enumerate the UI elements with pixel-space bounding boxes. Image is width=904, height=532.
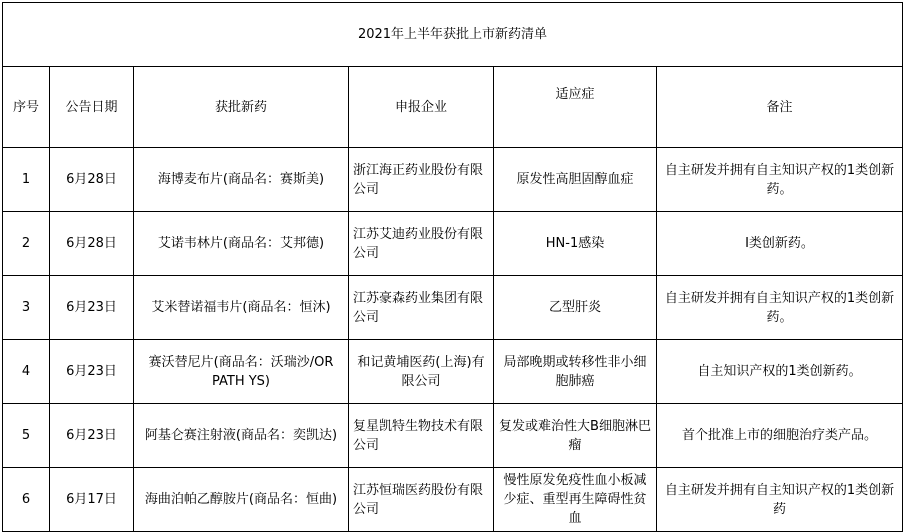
cell-seq: 3 <box>3 276 50 340</box>
header-seq: 序号 <box>3 67 50 148</box>
cell-remark: 自主研发并拥有自主知识产权的1类创新药。 <box>657 148 903 212</box>
cell-company: 江苏艾迪药业股份有限公司 <box>349 212 494 276</box>
cell-company: 江苏豪森药业集团有限公司 <box>349 276 494 340</box>
cell-company: 和记黄埔医药(上海)有限公司 <box>349 340 494 404</box>
cell-remark: 自主知识产权的1类创新药。 <box>657 340 903 404</box>
cell-indication: 局部晚期或转移性非小细胞肺癌 <box>494 340 657 404</box>
cell-date: 6月28日 <box>50 148 134 212</box>
cell-indication: 复发或难治性大B细胞淋巴瘤 <box>494 404 657 468</box>
table-row <box>3 212 903 276</box>
header-company: 申报企业 <box>349 67 494 148</box>
cell-date: 6月17日 <box>50 468 134 532</box>
header-drug: 获批新药 <box>134 67 349 148</box>
table-row <box>3 276 903 340</box>
table-row <box>3 404 903 468</box>
cell-drug: 赛沃替尼片(商品名：沃瑞沙/OR PATH YS) <box>134 340 349 404</box>
cell-drug: 艾诺韦林片(商品名：艾邦德) <box>134 212 349 276</box>
table-title: 2021年上半年获批上市新药清单 <box>3 3 903 67</box>
cell-company: 复星凯特生物技术有限公司 <box>349 404 494 468</box>
cell-seq: 2 <box>3 212 50 276</box>
cell-seq: 6 <box>3 468 50 532</box>
cell-indication: HN-1感染 <box>494 212 657 276</box>
table-row <box>3 468 903 532</box>
cell-date: 6月23日 <box>50 276 134 340</box>
cell-date: 6月23日 <box>50 404 134 468</box>
cell-drug: 海博麦布片(商品名：赛斯美) <box>134 148 349 212</box>
cell-indication: 慢性原发免疫性血小板减少症、重型再生障碍性贫血 <box>494 468 657 532</box>
cell-date: 6月28日 <box>50 212 134 276</box>
header-remark: 备注 <box>657 67 903 148</box>
cell-remark: 自主研发并拥有自主知识产权的1类创新药。 <box>657 276 903 340</box>
table-row <box>3 340 903 404</box>
cell-drug: 海曲泊帕乙醇胺片(商品名：恒曲) <box>134 468 349 532</box>
cell-seq: 1 <box>3 148 50 212</box>
cell-company: 江苏恒瑞医药股份有限公司 <box>349 468 494 532</box>
cell-company: 浙江海正药业股份有限公司 <box>349 148 494 212</box>
cell-seq: 4 <box>3 340 50 404</box>
new-drug-table <box>2 2 903 532</box>
cell-remark: 自主研发并拥有自主知识产权的1类创新药 <box>657 468 903 532</box>
cell-seq: 5 <box>3 404 50 468</box>
table-row <box>3 148 903 212</box>
cell-remark: 首个批准上市的细胞治疗类产品。 <box>657 404 903 468</box>
cell-date: 6月23日 <box>50 340 134 404</box>
cell-indication: 原发性高胆固醇血症 <box>494 148 657 212</box>
cell-drug: 阿基仑赛注射液(商品名：奕凯达) <box>134 404 349 468</box>
cell-drug: 艾米替诺福韦片(商品名：恒沐) <box>134 276 349 340</box>
cell-remark: I类创新药。 <box>657 212 903 276</box>
header-indication: 适应症 <box>494 67 657 148</box>
cell-indication: 乙型肝炎 <box>494 276 657 340</box>
header-date: 公告日期 <box>50 67 134 148</box>
